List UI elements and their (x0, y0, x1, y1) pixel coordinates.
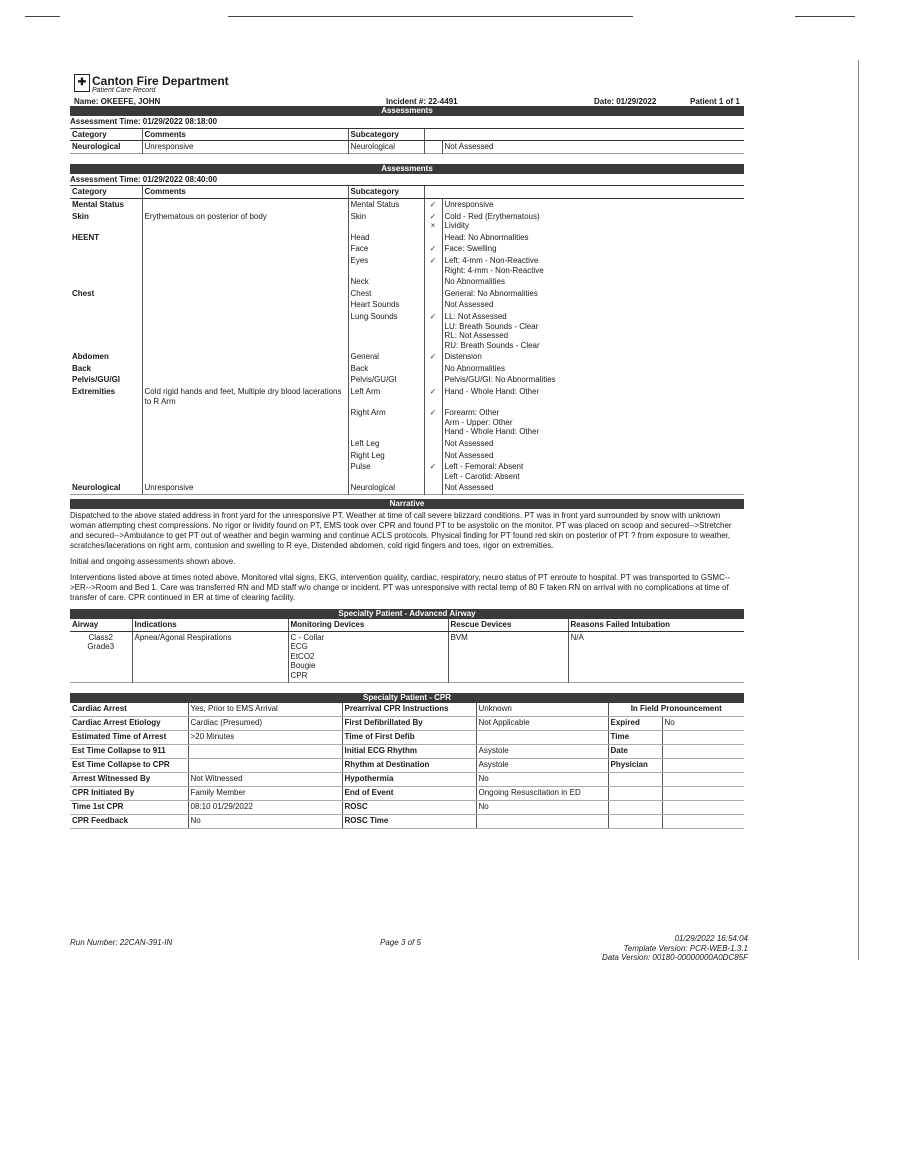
table-row: Skin Erythematous on posterior of body Skin ✓ × Cold - Red (Erythematous) Lividity (70, 211, 744, 232)
narrative-bar: Narrative (70, 499, 744, 509)
incident-number: Incident #: 22-4491 (386, 97, 458, 106)
table-row: Cardiac Arrest Yes, Prior to EMS Arrival Prearrival CPR Instructions Unknown In Field Pronouncement (70, 703, 744, 717)
table-row: Arrest Witnessed By Not Witnessed Hypothermia No (70, 772, 744, 786)
check-icon: ✓ (424, 198, 442, 210)
record-subtitle: Patient Care Record (92, 87, 156, 94)
col-category: Category (70, 186, 142, 198)
table-row: Neurological Unresponsive Neurological Not Assessed (70, 482, 744, 494)
page-number: Page 3 of 5 (380, 938, 421, 947)
narrative-text: Dispatched to the above stated address in front yard for the unresponsive PT. Weather at time of call severe blizzard conditions. PT was in front yard surrounded by snow with unknown woman attempting chest compressions. No rigor or lividity found on PT, EMS took over CPR and found PT to be asystolic on the monitor. PT was placed on scoop and secured-->Stretcher and secured-->Ambulance to get PT out of weather and begin warming and continue ACLS protocols. Physical finding for PT found red skin on posterior of PT ? from exposure to weather, scratches/lacerations on right arm, contusion and swelling to R eye, Distended abdomen, cold rigid fingers and toes, rigor on extremities. Initial and ongoing assessments shown above. Interventions listed above at times noted above. Monitored vital signs, EKG, intervention quality, cardiac, respiratory, neuro status of PT enroute to hospital. PT was transported to GSMC-->ER-->Room and Bed 1. Care was transferred RN and MD staff w/o change or incident. PT was unresponsive with rectal temp of 80 F taken RN on arrival with no complications at time of transfer of care. CPR continued in ER at time of clearing facility. (70, 511, 732, 602)
check-icon: ✓ (429, 211, 437, 221)
fire-department-logo-icon: ✚ (74, 74, 90, 92)
table-row: Lung Sounds ✓ LL: Not Assessed LU: Breath Sounds - Clear RL: Not Assessed RU: Breath Sounds - Clear (70, 311, 744, 351)
table-row: Extremities Cold rigid hands and feet, Multiple dry blood lacerations to R Arm Left Arm ✓ Hand - Whole Hand: Other (70, 386, 744, 407)
airway-bar: Specialty Patient - Advanced Airway (70, 609, 744, 619)
table-row: Left Leg Not Assessed (70, 438, 744, 450)
assessment-time-2: Assessment Time: 01/29/2022 08:40:00 (70, 174, 744, 187)
table-row: Cardiac Arrest Etiology Cardiac (Presumed) First Defibrillated By Not Applicable Expired No (70, 716, 744, 730)
scan-line-left (25, 16, 60, 17)
airway-table: Airway Indications Monitoring Devices Rescue Devices Reasons Failed Intubation Class2 Grade3 Apnea/Agonal Respirations C - Collar ECG EtCO2 Bougie CPR BVM N/A (70, 619, 744, 683)
table-row: Pulse ✓ Left - Femoral: Absent Left - Carotid: Absent (70, 461, 744, 482)
col-category: Category (70, 129, 142, 141)
assessment-time-1: Assessment Time: 01/29/2022 08:18:00 (70, 116, 744, 129)
x-mark-icon: × (430, 221, 436, 231)
check-icon: ✓ (424, 407, 442, 438)
table-row: Est Time Collapse to 911 Initial ECG Rhythm Asystole Date (70, 744, 744, 758)
check-icon: ✓ (424, 243, 442, 255)
check-icon: ✓ (424, 311, 442, 351)
table-row: CPR Feedback No ROSC Time (70, 814, 744, 828)
check-icon: ✓ (424, 461, 442, 482)
table-row: Eyes ✓ Left: 4-mm - Non-Reactive Right: 4-mm - Non-Reactive (70, 255, 744, 276)
table-row: Estimated Time of Arrest >20 Minutes Time of First Defib Time (70, 730, 744, 744)
cpr-table (70, 703, 744, 829)
cpr-bar: Specialty Patient - CPR (70, 693, 744, 703)
org-name: Canton Fire Department (92, 74, 229, 88)
table-row: Pelvis/GU/GI Pelvis/GU/GI Pelvis/GU/GI: No Abnormalities (70, 374, 744, 386)
table-row: Est Time Collapse to CPR Rhythm at Destination Asystole Physician (70, 758, 744, 772)
table-row: Neurological Unresponsive Neurological Not Assessed (70, 141, 744, 154)
version-info: 01/29/2022 16:54:04 Template Version: PCR-WEB-1.3.1 Data Version: 00180-00000000A0DC85F (601, 934, 748, 963)
patient-care-record (70, 72, 748, 963)
table-row: Back Back No Abnormalities (70, 363, 744, 375)
assessments-bar-2: Assessments (70, 164, 744, 174)
table-row: Heart Sounds Not Assessed (70, 299, 744, 311)
run-number: Run Number: 22CAN-391-IN (70, 938, 173, 947)
pronouncement-title: In Field Pronouncement (608, 703, 744, 717)
table-row: Abdomen General ✓ Distension (70, 351, 744, 363)
table-row: Right Leg Not Assessed (70, 450, 744, 462)
page-edge-line (858, 60, 859, 960)
patient-count: Patient 1 of 1 (690, 97, 740, 106)
table-row: Mental Status Mental Status ✓ Unresponsive (70, 198, 744, 210)
check-icon: ✓ (424, 255, 442, 276)
check-icon: ✓ (424, 351, 442, 363)
col-subcategory: Subcategory (348, 129, 424, 141)
table-row: Right Arm ✓ Forearm: Other Arm - Upper: Other Hand - Whole Hand: Other (70, 407, 744, 438)
col-subcategory: Subcategory (348, 186, 424, 198)
scan-line-center (228, 16, 633, 17)
check-icon: ✓ (424, 386, 442, 407)
assessment-table-1 (70, 129, 744, 154)
table-row: Class2 Grade3 Apnea/Agonal Respirations C - Collar ECG EtCO2 Bougie CPR BVM N/A (70, 631, 744, 682)
record-header (70, 72, 744, 104)
table-row: CPR Initiated By Family Member End of Event Ongoing Resuscitation in ED (70, 786, 744, 800)
scan-line-right (795, 16, 855, 17)
table-row: Face ✓ Face: Swelling (70, 243, 744, 255)
record-date: Date: 01/29/2022 (594, 97, 657, 106)
assessments-bar-1: Assessments (70, 106, 744, 116)
table-row: Neck No Abnormalities (70, 276, 744, 288)
patient-name: Name: OKEEFE, JOHN (74, 97, 161, 106)
assessment-table-2 (70, 186, 744, 495)
col-comments: Comments (142, 186, 348, 198)
table-row: HEENT Head Head: No Abnormalities (70, 232, 744, 244)
table-row: Time 1st CPR 08:10 01/29/2022 ROSC No (70, 800, 744, 814)
col-comments: Comments (142, 129, 348, 141)
table-row: Chest Chest General: No Abnormalities (70, 288, 744, 300)
